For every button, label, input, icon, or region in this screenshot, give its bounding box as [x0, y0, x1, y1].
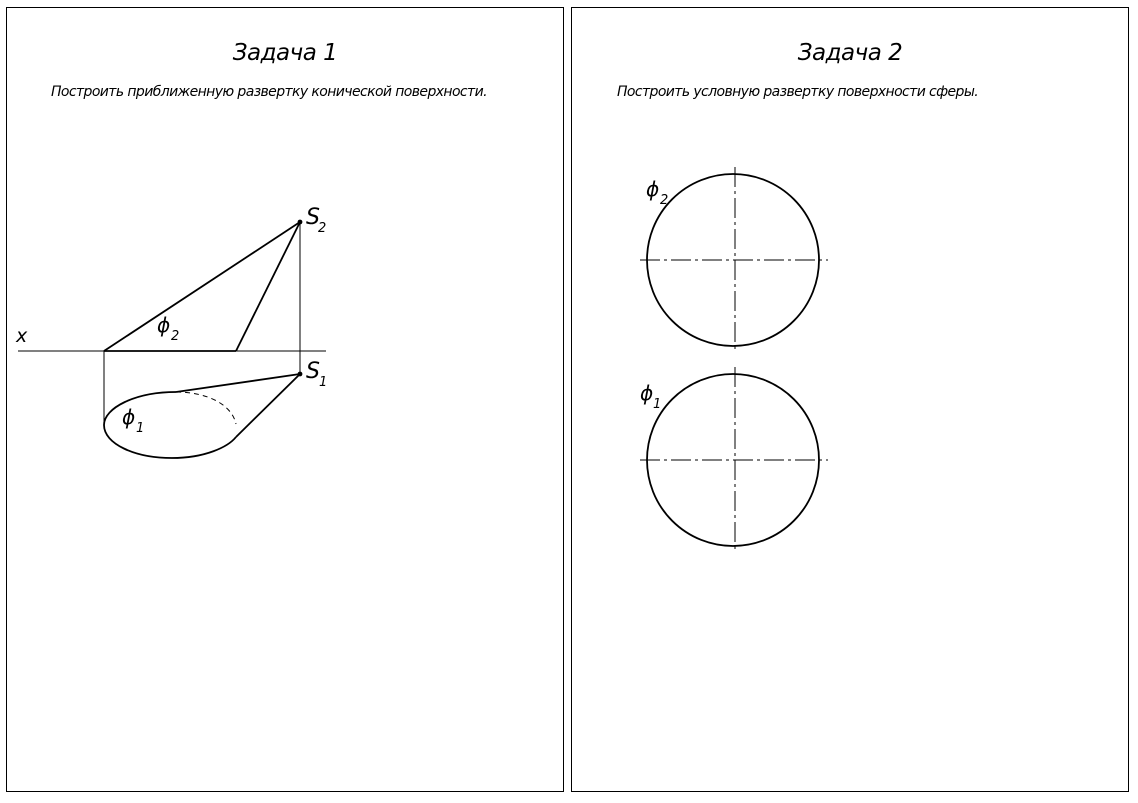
sphere-phi1-label: ϕ — [640, 381, 654, 405]
sphere-phi2-subscript: 2 — [660, 193, 669, 208]
axis-x-label: x — [16, 325, 28, 347]
task-2-title: Задача 2 — [797, 40, 903, 66]
sheet-task-2 — [571, 7, 1129, 792]
phi2-label: ϕ — [157, 313, 171, 337]
task-1-text: Построить приближенную развертку конической поверхности. — [51, 84, 487, 100]
phi1-label: ϕ — [122, 405, 136, 429]
sphere-phi1-subscript: 1 — [653, 397, 662, 412]
apex-s1-subscript: 1 — [319, 375, 328, 390]
phi2-subscript: 2 — [171, 329, 180, 344]
apex-s1-label: S — [306, 359, 320, 384]
apex-s2-subscript: 2 — [318, 221, 327, 236]
task-2-text: Построить условную развертку поверхности сферы. — [617, 84, 979, 100]
apex-s2-label: S — [306, 205, 320, 230]
sheet-task-1 — [6, 7, 564, 792]
phi1-subscript: 1 — [136, 421, 145, 436]
sphere-phi2-label: ϕ — [646, 177, 660, 201]
task-1-title: Задача 1 — [232, 40, 338, 66]
